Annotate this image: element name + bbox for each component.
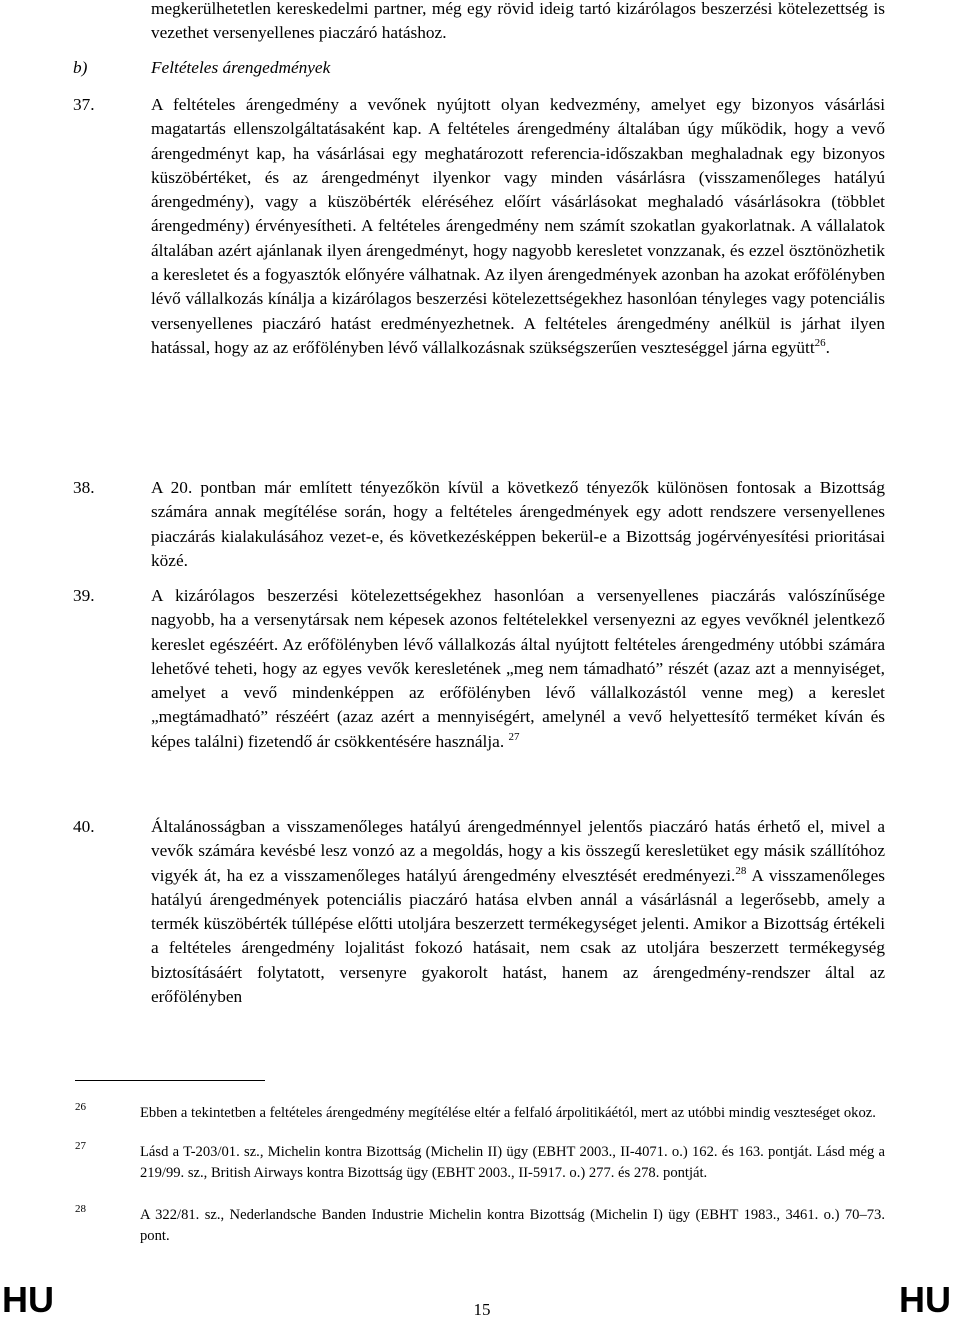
paragraph-39-text: A kizárólagos beszerzési kötelezettségekhez hasonlóan a versenyellenes piaczárás valószínűsége nagyobb, ha a versenytársak nem képesek azonos feltételekkel versenyezni az egyes vevőknél jelentkező kereslet egészéért. Az erőfölényben lévő vállalkozás által nyújtott feltételes árengedmény utóbbi számára lehetővé teheti, hogy az egyes vevők keresletének „meg nem támadható” részét (azaz azt a mennyiséget, amelyet a vevő mindenképpen az erőfölényben lévő vállalkozástól venne meg) a kereslet „megtámadható” részéért (azaz azért a mennyiségért, amelynél a vevő helyettesítő terméket kíván és képes találni) fizetendő ár csökkentésére használja. bbox=[151, 586, 885, 751]
footnote-ref-27[interactable]: 27 bbox=[508, 730, 520, 743]
footnote-number-27: 27 bbox=[75, 1140, 86, 1152]
paragraph-40-text-before: Általánosságban a visszamenőleges hatályú árengedménnyel jelentős piaczáró hatás érhető el, mivel a vevők számára kevésbé lesz vonzó az a megoldás, hogy a kis összegű keresletüket egy másik szállítóhoz vigyék át, ha ez a visszamenőleges hatályú árengedmény elvesztését eredményezi. bbox=[151, 817, 885, 885]
paragraph-40 bbox=[151, 815, 885, 1009]
footnote-26: Ebben a tekintetben a feltételes árengedmény megítélése eltér a felfaló árpolitikáétól, mert az utóbbi mindig veszteséget okoz. bbox=[140, 1105, 876, 1121]
paragraph-38: A 20. pontban már említett tényezőkön kívül a következő tényezők különösen fontosak a Bizottság számára annak megítélése során, hogy a feltételes árengedmények egy adott rendszere versenyellenes piaczárás kialakulásához vezet-e, és következésképpen bekerül-e a Bizottság jogérvényesítési prioritásai közé. bbox=[151, 478, 885, 570]
subsection-label: b) bbox=[73, 58, 88, 77]
paragraph-number-37: 37. bbox=[73, 95, 95, 114]
paragraph-37-end: . bbox=[825, 337, 830, 357]
footnote-28: A 322/81. sz., Nederlandsche Banden Industrie Michelin kontra Bizottság (Michelin I) ügy (EBHT 1983., 3461. o.) 70–73. pont. bbox=[140, 1207, 885, 1244]
footer-language-right: HU bbox=[899, 1279, 951, 1320]
paragraph-number-38: 38. bbox=[73, 478, 95, 497]
footer-language-left: HU bbox=[2, 1279, 54, 1320]
paragraph-39 bbox=[151, 584, 885, 754]
footnote-ref-28[interactable]: 28 bbox=[735, 864, 747, 877]
paragraph-37 bbox=[151, 93, 885, 360]
footnote-number-28: 28 bbox=[75, 1203, 86, 1215]
paragraph-37-text: A feltételes árengedmény a vevőnek nyújtott olyan kedvezmény, amelyet egy bizonyos vásárlási magatartás ellenszolgáltatásaként kap. A feltételes árengedmény általában úgy működik, hogy a vevő árengedményt kap, ha vásárlásai egy meghatározott referencia-időszakban meghaladnak egy bizonyos küszöbértéket, és az árengedményt ilyenkor vagy minden vásárlásra (visszamenőleges hatályú árengedmény), vagy a küszöbérték eléréséhez előírt vásárlásokat meghaladó vásárlásokra (többlet árengedmény) érvényesítheti. A feltételes árengedmény nem számít szokatlan gyakorlatnak. A vállalatok általában azért ajánlanak ilyen árengedményt, hogy nagyobb keresletet vonzzanak, és ezzel ösztönözhetik a keresletet és a fogyasztók előnyére válhatnak. Az ilyen árengedmények azonban ha azokat erőfölényben lévő vállalkozás kínálja a kizárólagos beszerzési kötelezettségekhez hasonlóan tényleges vagy potenciális versenyellenes piaczáró hatást eredményezhetnek. A feltételes árengedmény anélkül is járhat ilyen hatással, hogy az az erőfölényben lévő vállalkozásnak szükségszerűen veszteséggel járna együtt bbox=[151, 95, 885, 357]
footnote-separator bbox=[75, 1080, 265, 1081]
intro-paragraph: megkerülhetetlen kereskedelmi partner, még egy rövid ideig tartó kizárólagos beszerzési kötelezettség is vezethet versenyellenes piaczáró hatáshoz. bbox=[151, 0, 885, 43]
footnote-27: Lásd a T-203/01. sz., Michelin kontra Bizottság (Michelin II) ügy (EBHT 2003., II-4071. o.) 162. és 163. pontját. Lásd még a 219/99. sz., British Airways kontra Bizottság ügy (EBHT 2003., II-5917. o.) 277. és 278. pontját. bbox=[140, 1144, 885, 1181]
paragraph-number-40: 40. bbox=[73, 817, 95, 836]
footnote-number-26: 26 bbox=[75, 1101, 86, 1113]
footnote-ref-26[interactable]: 26 bbox=[814, 336, 826, 349]
page-number: 15 bbox=[473, 1300, 491, 1319]
paragraph-number-39: 39. bbox=[73, 586, 95, 605]
paragraph-40-text-after: A visszamenőleges hatályú árengedmények potenciális piaczáró hatása elvben annál a vásárlásnál a legerősebb, amely a termék küszöbérték túllépése előtti utoljára beszerzett termékegységet jelenti. Amikor a Bizottság értékeli a feltételes árengedmény lojalitást fokozó hatásait, nem csak az utoljára beszerzett termékegység biztosításáért folytatott, versenyre gyakorolt hatást, hanem az árengedmény-rendszer által az erőfölényben bbox=[151, 865, 885, 1007]
subsection-title: Feltételes árengedmények bbox=[151, 58, 331, 77]
